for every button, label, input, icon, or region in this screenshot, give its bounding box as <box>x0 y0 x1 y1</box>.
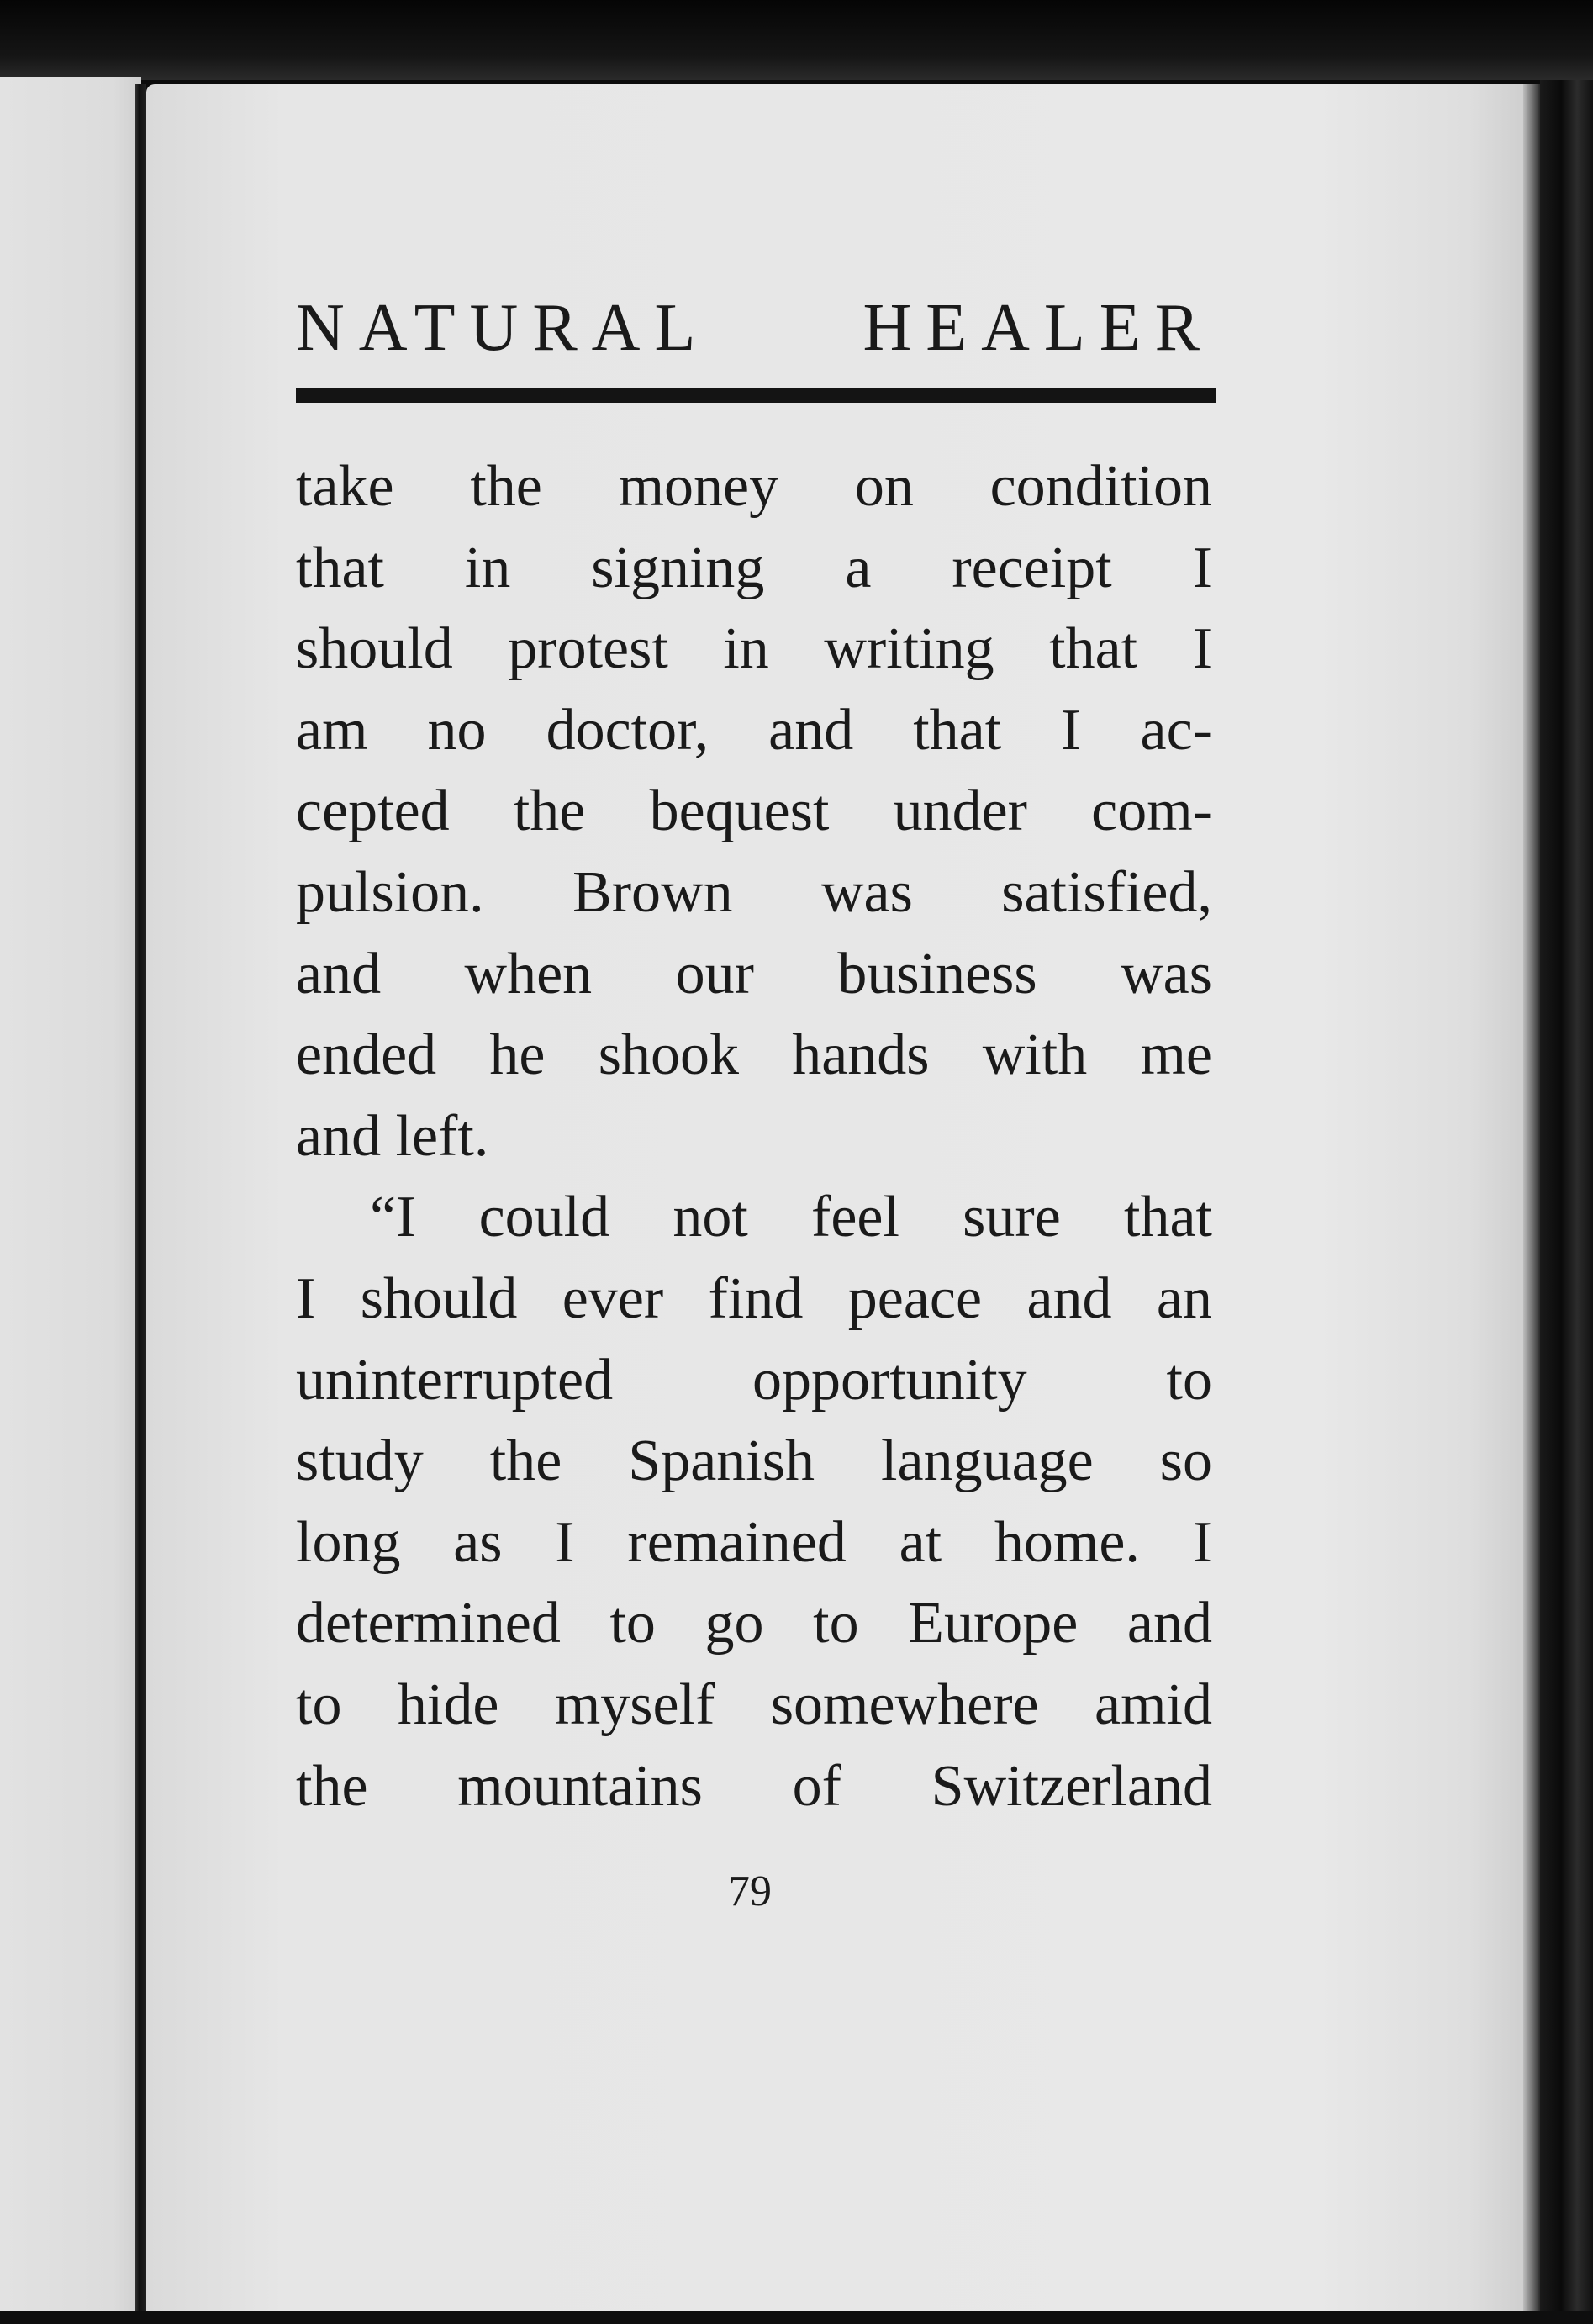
book-spine <box>135 84 146 2312</box>
text-line: study the Spanish language so <box>296 1429 1212 1494</box>
text-line: that in signing a receipt I <box>296 535 1212 600</box>
facing-page-edge <box>0 77 141 2314</box>
head-rule <box>296 388 1216 403</box>
paragraph-first-line: “I could not feel sure that <box>370 1185 1212 1250</box>
text-line: to hide myself somewhere amid <box>296 1672 1212 1737</box>
page-number: 79 <box>728 1867 772 1915</box>
text-line: should protest in writing that I <box>296 616 1212 682</box>
text-line: long as I remained at home. I <box>296 1509 1212 1575</box>
text-line: cepted the bequest under com- <box>296 779 1212 844</box>
text-line: and left. <box>296 1103 489 1169</box>
page-right-edge <box>1523 84 1540 2312</box>
text-line: I should ever find peace and an <box>296 1265 1212 1331</box>
scan-top-edge <box>0 0 1593 80</box>
scan-bottom-edge <box>0 2311 1593 2324</box>
text-line: pulsion. Brown was satisfied, <box>296 859 1212 925</box>
text-line: the mountains of Switzerland <box>296 1753 1212 1819</box>
text-line: uninterrupted opportunity to <box>296 1347 1212 1413</box>
text-line: determined to go to Europe and <box>296 1591 1212 1656</box>
text-line: am no doctor, and that I ac- <box>296 697 1212 763</box>
text-line: take the money on condition <box>296 454 1212 519</box>
page-text-block <box>296 286 1212 1827</box>
text-line: and when our business was <box>296 941 1212 1006</box>
text-line: ended he shook hands with me <box>296 1022 1212 1088</box>
running-head: NATURAL HEALER <box>296 291 1214 365</box>
scan-right-border <box>1540 80 1593 2324</box>
